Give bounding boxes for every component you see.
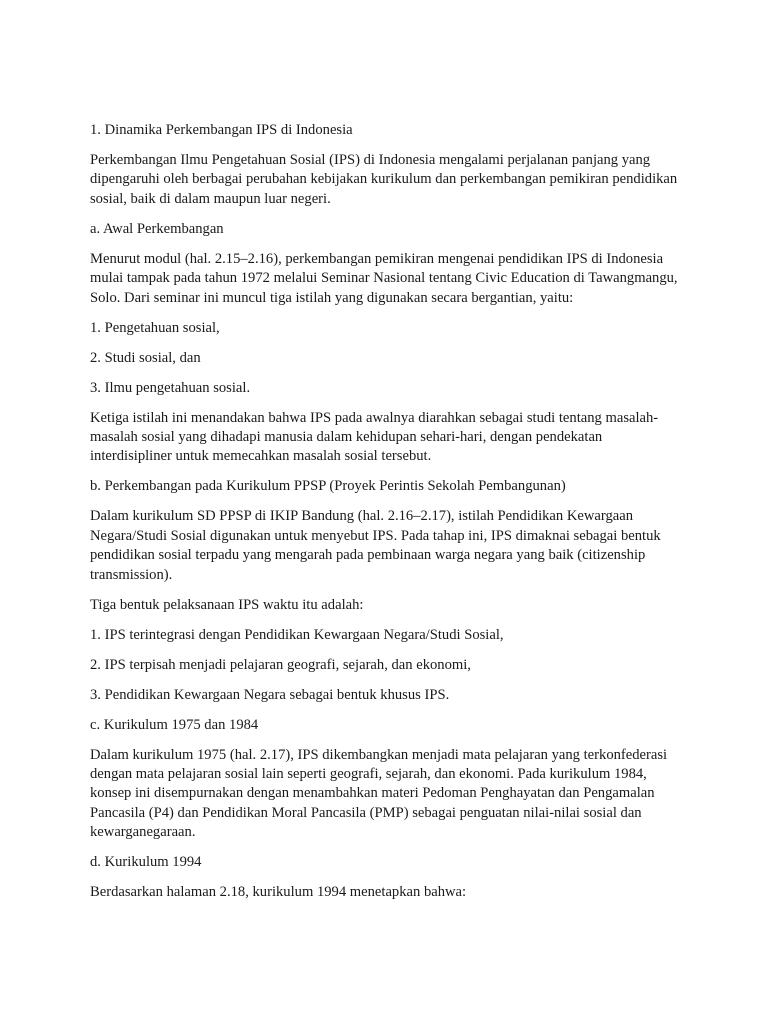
- list-item: 2. IPS terpisah menjadi pelajaran geografi, sejarah, dan ekonomi,: [90, 656, 471, 673]
- paragraph: Dalam kurikulum SD PPSP di IKIP Bandung (hal. 2.16–2.17), istilah Pendidikan Kewargaan Negara/Studi Sosial digunakan untuk menyebut IPS. Pada tahap ini, IPS dimaknai sebagai bentuk pendidikan sosial terpadu yang mengarah pada pembinaan warga negara yang baik (citizenship transmission).: [90, 508, 661, 583]
- subsection-heading: b. Perkembangan pada Kurikulum PPSP (Proyek Perintis Sekolah Pembangunan): [90, 478, 566, 495]
- list-item: 1. Pengetahuan sosial,: [90, 319, 220, 336]
- paragraph: Perkembangan Ilmu Pengetahuan Sosial (IPS) di Indonesia mengalami perjalanan panjang yang dipengaruhi oleh berbagai perubahan kebijakan kurikulum dan perkembangan pemikiran pendidikan sosial, baik di dalam maupun luar negeri.: [90, 152, 678, 207]
- section-heading: 1. Dinamika Perkembangan IPS di Indonesia: [90, 122, 353, 138]
- subsection-heading: a. Awal Perkembangan: [90, 220, 224, 237]
- subsection-heading: c. Kurikulum 1975 dan 1984: [90, 716, 259, 733]
- paragraph: Menurut modul (hal. 2.15–2.16), perkembangan pemikiran mengenai pendidikan IPS di Indonesia mulai tampak pada tahun 1972 melalui Seminar Nasional tentang Civic Education di Tawangmangu, Solo. Dari seminar ini muncul tiga istilah yang digunakan secara bergantian, yaitu:: [90, 250, 678, 306]
- subsection-heading: d. Kurikulum 1994: [90, 854, 202, 871]
- list-item: 3. Ilmu pengetahuan sosial.: [90, 379, 251, 396]
- paragraph: Ketiga istilah ini menandakan bahwa IPS pada awalnya diarahkan sebagai studi tentang masalah-masalah sosial yang dihadapi manusia dalam kehidupan sehari-hari, dengan pendekatan interdisipliner untuk memecahkan masalah sosial tersebut.: [90, 409, 659, 465]
- list-item: 3. Pendidikan Kewargaan Negara sebagai bentuk khusus IPS.: [90, 686, 450, 703]
- paragraph: Berdasarkan halaman 2.18, kurikulum 1994 menetapkan bahwa:: [90, 884, 467, 901]
- paragraph: Tiga bentuk pelaksanaan IPS waktu itu adalah:: [90, 596, 364, 613]
- list-item: 2. Studi sosial, dan: [90, 349, 201, 366]
- document-page: [90, 121, 684, 913]
- list-item: 1. IPS terintegrasi dengan Pendidikan Kewargaan Negara/Studi Sosial,: [90, 626, 504, 643]
- paragraph: Dalam kurikulum 1975 (hal. 2.17), IPS dikembangkan menjadi mata pelajaran yang terkonfederasi dengan mata pelajaran sosial lain seperti geografi, sejarah, dan ekonomi. Pada kurikulum 1984, konsep ini disempurnakan dengan menambahkan materi Pedoman Penghayatan dan Pengamalan Pancasila (P4) dan Pendidikan Moral Pancasila (PMP) sebagai penguatan nilai-nilai sosial dan kewarganegaraan.: [90, 746, 668, 841]
